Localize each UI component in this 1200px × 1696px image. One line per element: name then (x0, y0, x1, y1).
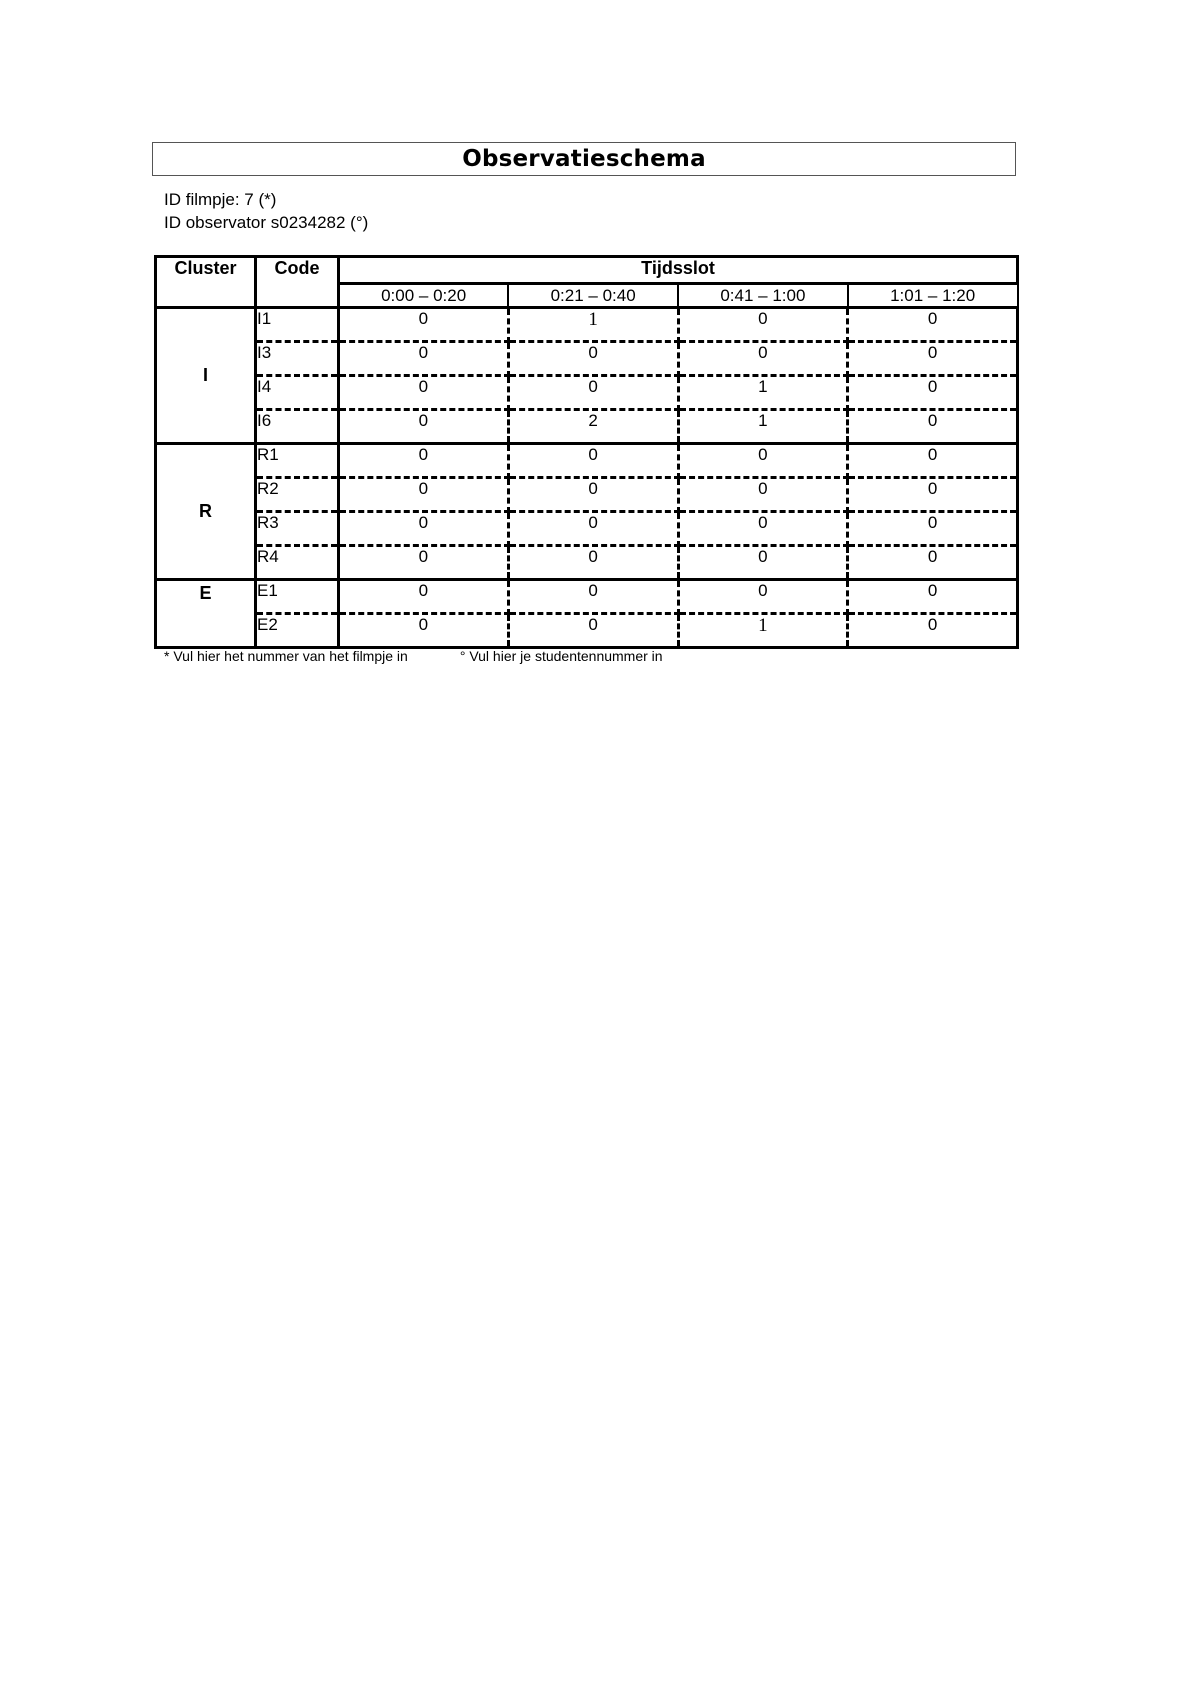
student-note: ° Vul hier je studentennummer in (459, 648, 663, 664)
observer-id: ID observator s0234282 (°) (164, 213, 369, 232)
value-cell: 0 (339, 342, 509, 376)
film-id: ID filmpje: 7 (*) (164, 190, 277, 209)
table-row (156, 342, 1018, 376)
value-cell: 0 (678, 580, 848, 614)
value-cell: 0 (848, 478, 1018, 512)
meta-block (164, 188, 368, 234)
observation-table (154, 255, 1019, 649)
value-cell: 0 (848, 308, 1018, 342)
value-cell: 0 (508, 342, 678, 376)
value-cell: 1 (678, 376, 848, 410)
value-cell: 0 (508, 580, 678, 614)
table-row (156, 478, 1018, 512)
value-cell: 0 (339, 444, 509, 478)
header-cluster: Cluster (156, 257, 256, 308)
table-row (156, 614, 1018, 648)
code-cell: I3 (256, 342, 339, 376)
value-cell: 0 (339, 376, 509, 410)
header-slot: 0:00 – 0:20 (339, 284, 509, 308)
table-row (156, 308, 1018, 342)
cluster-label: I (156, 308, 256, 444)
value-cell: 0 (339, 580, 509, 614)
value-cell: 0 (508, 376, 678, 410)
value-cell: 0 (678, 308, 848, 342)
value-cell: 0 (678, 478, 848, 512)
value-cell: 0 (508, 614, 678, 648)
value-cell: 1 (508, 308, 678, 342)
table-row (156, 410, 1018, 444)
value-cell: 0 (339, 512, 509, 546)
value-cell: 0 (848, 614, 1018, 648)
value-cell: 0 (848, 444, 1018, 478)
value-cell: 0 (339, 614, 509, 648)
value-cell: 1 (678, 410, 848, 444)
code-cell: R2 (256, 478, 339, 512)
code-cell: I4 (256, 376, 339, 410)
page-title: Observatieschema (462, 146, 706, 172)
cluster-label: E (156, 580, 256, 648)
footnotes (164, 648, 663, 664)
code-cell: R4 (256, 546, 339, 580)
cluster-label: R (156, 444, 256, 580)
value-cell: 0 (848, 512, 1018, 546)
header-slot: 0:21 – 0:40 (508, 284, 678, 308)
table-row (156, 512, 1018, 546)
header-slot: 0:41 – 1:00 (678, 284, 848, 308)
value-cell: 0 (678, 512, 848, 546)
film-note: * Vul hier het nummer van het filmpje in (164, 648, 408, 664)
value-cell: 0 (678, 342, 848, 376)
value-cell: 0 (508, 444, 678, 478)
code-cell: E2 (256, 614, 339, 648)
value-cell: 0 (339, 410, 509, 444)
value-cell: 0 (339, 308, 509, 342)
table-row (156, 444, 1018, 478)
code-cell: R3 (256, 512, 339, 546)
value-cell: 0 (678, 444, 848, 478)
value-cell: 0 (848, 376, 1018, 410)
code-cell: I6 (256, 410, 339, 444)
value-cell: 0 (678, 546, 848, 580)
value-cell: 0 (848, 410, 1018, 444)
value-cell: 0 (339, 546, 509, 580)
value-cell: 1 (678, 614, 848, 648)
value-cell: 0 (848, 580, 1018, 614)
value-cell: 0 (848, 546, 1018, 580)
value-cell: 0 (508, 512, 678, 546)
table-row (156, 546, 1018, 580)
value-cell: 0 (508, 478, 678, 512)
header-code: Code (256, 257, 339, 308)
code-cell: R1 (256, 444, 339, 478)
header-timeslot: Tijdsslot (339, 257, 1018, 284)
table-row (156, 580, 1018, 614)
header-slot: 1:01 – 1:20 (848, 284, 1018, 308)
table-row (156, 376, 1018, 410)
code-cell: E1 (256, 580, 339, 614)
code-cell: I1 (256, 308, 339, 342)
value-cell: 0 (848, 342, 1018, 376)
title-box (152, 142, 1016, 176)
value-cell: 2 (508, 410, 678, 444)
value-cell: 0 (508, 546, 678, 580)
value-cell: 0 (339, 478, 509, 512)
